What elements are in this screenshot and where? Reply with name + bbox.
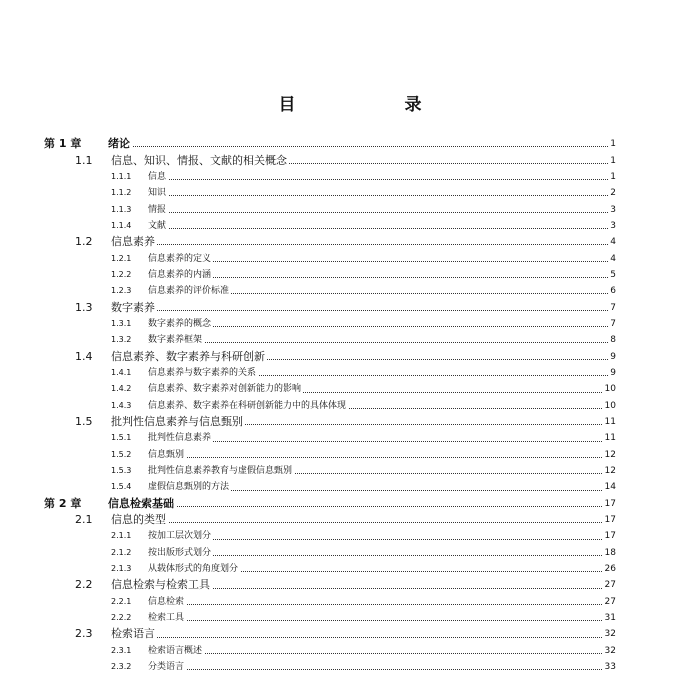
toc-entry-number: 第 1 章 bbox=[44, 137, 82, 151]
toc-section-row[interactable] bbox=[0, 348, 700, 364]
toc-subsection-row[interactable] bbox=[0, 381, 700, 397]
toc-subsection-row[interactable] bbox=[0, 185, 700, 201]
toc-page-number: 11 bbox=[603, 414, 616, 430]
toc-page-number: 7 bbox=[608, 300, 616, 316]
toc-page-number: 9 bbox=[608, 365, 616, 381]
toc-page-number: 7 bbox=[608, 316, 616, 332]
toc-entry-number: 1.4.2 bbox=[111, 384, 132, 394]
toc-entry-title: 按加工层次划分 bbox=[148, 528, 213, 544]
toc-subsection-row[interactable] bbox=[0, 643, 700, 659]
toc-entry-number: 2.1 bbox=[75, 513, 93, 527]
toc-entry-title: 数字素养框架 bbox=[148, 332, 204, 348]
toc-page-number: 33 bbox=[603, 659, 616, 675]
toc-subsection-row[interactable] bbox=[0, 398, 700, 414]
toc-entry-title: 信息检索与检索工具 bbox=[111, 578, 210, 592]
toc-entry-number: 2.2.1 bbox=[111, 596, 132, 606]
toc-entry-title: 信息素养与数字素养的关系 bbox=[148, 365, 258, 381]
toc-entry-title: 信息检索基础 bbox=[108, 496, 174, 510]
toc-page-number: 32 bbox=[603, 643, 616, 659]
toc-entry-title: 信息素养、数字素养在科研创新能力中的具体体现 bbox=[148, 398, 348, 414]
toc-entry-number: 1.2 bbox=[75, 235, 93, 249]
toc-subsection-row[interactable] bbox=[0, 267, 700, 283]
toc-entry-number: 1.4 bbox=[75, 349, 93, 363]
toc-entry-number: 1.5.2 bbox=[111, 449, 132, 459]
toc-entry-title: 信息 bbox=[148, 169, 168, 185]
toc-entry-title: 分类语言 bbox=[148, 659, 186, 675]
toc-subsection-row[interactable] bbox=[0, 169, 700, 185]
toc-page-number: 10 bbox=[603, 381, 616, 397]
toc-subsection-row[interactable] bbox=[0, 659, 700, 675]
dot-leader bbox=[148, 194, 608, 196]
toc-page-number: 18 bbox=[603, 545, 616, 561]
toc-subsection-row[interactable] bbox=[0, 463, 700, 479]
toc-subsection-row[interactable] bbox=[0, 316, 700, 332]
toc-entry-number: 1.1 bbox=[75, 153, 93, 167]
toc-entry-number: 1.2.3 bbox=[111, 286, 132, 296]
toc-page-number: 12 bbox=[603, 463, 616, 479]
toc-entry-title: 数字素养的概念 bbox=[148, 316, 213, 332]
dot-leader bbox=[148, 538, 608, 540]
toc-entry-number: 1.2.2 bbox=[111, 269, 132, 279]
toc-entry-title: 信息素养、数字素养与科研创新 bbox=[111, 349, 265, 363]
toc-entry-title: 信息素养的内涵 bbox=[148, 267, 213, 283]
dot-leader bbox=[108, 145, 608, 147]
toc-entry-title: 信息、知识、情报、文献的相关概念 bbox=[111, 153, 287, 167]
toc-subsection-row[interactable] bbox=[0, 561, 700, 577]
toc-entry-number: 2.2.2 bbox=[111, 613, 132, 623]
toc-page-number: 8 bbox=[608, 332, 616, 348]
toc-page-number: 1 bbox=[608, 169, 616, 185]
toc-page-number: 10 bbox=[603, 398, 616, 414]
dot-leader bbox=[148, 325, 608, 327]
toc-page-number: 1 bbox=[608, 153, 616, 169]
toc-section-row[interactable] bbox=[0, 626, 700, 642]
toc-entry-number: 2.1.1 bbox=[111, 531, 132, 541]
toc-page-number: 17 bbox=[603, 496, 616, 512]
toc-entry-number: 2.1.2 bbox=[111, 547, 132, 557]
toc-entry-title: 信息甄别 bbox=[148, 447, 186, 463]
toc-page-number: 5 bbox=[608, 267, 616, 283]
dot-leader bbox=[148, 178, 608, 180]
toc-entry-number: 1.1.4 bbox=[111, 220, 132, 230]
dot-leader bbox=[108, 505, 608, 507]
toc-section-row[interactable] bbox=[0, 299, 700, 315]
toc-subsection-row[interactable] bbox=[0, 545, 700, 561]
toc-page-number: 26 bbox=[603, 561, 616, 577]
toc-entry-title: 检索工具 bbox=[148, 610, 186, 626]
toc-subsection-row[interactable] bbox=[0, 594, 700, 610]
toc-chapter-row[interactable] bbox=[0, 496, 700, 512]
dot-leader bbox=[148, 668, 608, 670]
toc-entry-title: 数字素养 bbox=[111, 300, 155, 314]
toc-entry-number: 1.1.2 bbox=[111, 188, 132, 198]
dot-leader bbox=[148, 619, 608, 621]
toc-page-number: 14 bbox=[603, 479, 616, 495]
toc-entry-number: 1.1.1 bbox=[111, 171, 132, 181]
dot-leader bbox=[148, 341, 608, 343]
toc-page-number: 32 bbox=[603, 626, 616, 642]
toc-entry-title: 情报 bbox=[148, 202, 168, 218]
toc-entry-title: 文献 bbox=[148, 218, 168, 234]
toc-entry-number: 1.1.3 bbox=[111, 204, 132, 214]
dot-leader bbox=[111, 636, 608, 638]
toc-entry-title: 知识 bbox=[148, 185, 168, 201]
toc-entry-number: 2.3.2 bbox=[111, 662, 132, 672]
dot-leader bbox=[148, 554, 608, 556]
dot-leader bbox=[111, 309, 608, 311]
toc-entry-title: 虚假信息甄别的方法 bbox=[148, 479, 231, 495]
toc-entry-title: 批判性信息素养教育与虚假信息甄别 bbox=[148, 463, 294, 479]
toc-entry-number: 1.5 bbox=[75, 415, 93, 429]
toc-entry-number: 1.2.1 bbox=[111, 253, 132, 263]
toc-subsection-row[interactable] bbox=[0, 332, 700, 348]
toc-entry-title: 检索语言 bbox=[111, 627, 155, 641]
toc-entry-title: 批判性信息素养与信息甄别 bbox=[111, 415, 243, 429]
toc-entry-number: 2.3.1 bbox=[111, 645, 132, 655]
toc-subsection-row[interactable] bbox=[0, 250, 700, 266]
toc-entry-title: 信息素养的评价标准 bbox=[148, 283, 231, 299]
dot-leader bbox=[148, 652, 608, 654]
toc-subsection-row[interactable] bbox=[0, 479, 700, 495]
toc-entry-number: 1.3 bbox=[75, 300, 93, 314]
dot-leader bbox=[148, 211, 608, 213]
toc-page-number: 31 bbox=[603, 610, 616, 626]
toc-page-number: 27 bbox=[603, 577, 616, 593]
dot-leader bbox=[148, 276, 608, 278]
toc-entry-number: 1.4.1 bbox=[111, 367, 132, 377]
toc-page-number: 9 bbox=[608, 349, 616, 365]
dot-leader bbox=[148, 260, 608, 262]
dot-leader bbox=[111, 243, 608, 245]
toc-subsection-row[interactable] bbox=[0, 365, 700, 381]
toc-page-number: 4 bbox=[608, 234, 616, 250]
toc-chapter-row[interactable] bbox=[0, 136, 700, 152]
toc-page-number: 12 bbox=[603, 447, 616, 463]
toc-entry-number: 1.5.3 bbox=[111, 466, 132, 476]
toc-entry-number: 第 2 章 bbox=[44, 496, 82, 510]
toc-entry-title: 信息素养 bbox=[111, 235, 155, 249]
toc-entry-number: 1.3.2 bbox=[111, 335, 132, 345]
dot-leader bbox=[111, 521, 608, 523]
toc-page-number: 2 bbox=[608, 185, 616, 201]
toc-subsection-row[interactable] bbox=[0, 201, 700, 217]
toc-page-number: 3 bbox=[608, 202, 616, 218]
toc-list bbox=[0, 136, 700, 675]
toc-entry-title: 按出版形式划分 bbox=[148, 545, 213, 561]
toc-page-number: 1 bbox=[608, 136, 616, 152]
toc-page-number: 4 bbox=[608, 251, 616, 267]
toc-entry-number: 2.2 bbox=[75, 578, 93, 592]
dot-leader bbox=[148, 440, 608, 442]
toc-section-row[interactable] bbox=[0, 234, 700, 250]
toc-entry-title: 批判性信息素养 bbox=[148, 430, 213, 446]
toc-page-number: 6 bbox=[608, 283, 616, 299]
toc-page-number: 17 bbox=[603, 512, 616, 528]
dot-leader bbox=[148, 227, 608, 229]
toc-subsection-row[interactable] bbox=[0, 528, 700, 544]
dot-leader bbox=[148, 456, 608, 458]
toc-entry-number: 1.5.1 bbox=[111, 433, 132, 443]
toc-entry-title: 绪论 bbox=[108, 137, 130, 151]
toc-entry-title: 信息素养的定义 bbox=[148, 251, 213, 267]
toc-entry-number: 1.4.3 bbox=[111, 400, 132, 410]
toc-subsection-row[interactable] bbox=[0, 610, 700, 626]
toc-entry-title: 信息的类型 bbox=[111, 513, 166, 527]
toc-entry-number: 1.3.1 bbox=[111, 318, 132, 328]
toc-subsection-row[interactable] bbox=[0, 218, 700, 234]
toc-page-number: 11 bbox=[603, 430, 616, 446]
toc-section-row[interactable] bbox=[0, 152, 700, 168]
toc-entry-number: 2.3 bbox=[75, 627, 93, 641]
toc-section-row[interactable] bbox=[0, 512, 700, 528]
toc-entry-number: 1.5.4 bbox=[111, 482, 132, 492]
toc-entry-title: 检索语言概述 bbox=[148, 643, 204, 659]
toc-page-number: 17 bbox=[603, 528, 616, 544]
toc-page-number: 27 bbox=[603, 594, 616, 610]
toc-subsection-row[interactable] bbox=[0, 283, 700, 299]
toc-entry-number: 2.1.3 bbox=[111, 564, 132, 574]
page-title: 目 录 bbox=[278, 95, 468, 115]
toc-section-row[interactable] bbox=[0, 577, 700, 593]
toc-entry-title: 信息检索 bbox=[148, 594, 186, 610]
toc-entry-title: 从载体形式的角度划分 bbox=[148, 561, 240, 577]
toc-entry-title: 信息素养、数字素养对创新能力的影响 bbox=[148, 381, 303, 397]
dot-leader bbox=[148, 603, 608, 605]
toc-section-row[interactable] bbox=[0, 414, 700, 430]
toc-subsection-row[interactable] bbox=[0, 447, 700, 463]
toc-page-number: 3 bbox=[608, 218, 616, 234]
toc-subsection-row[interactable] bbox=[0, 430, 700, 446]
